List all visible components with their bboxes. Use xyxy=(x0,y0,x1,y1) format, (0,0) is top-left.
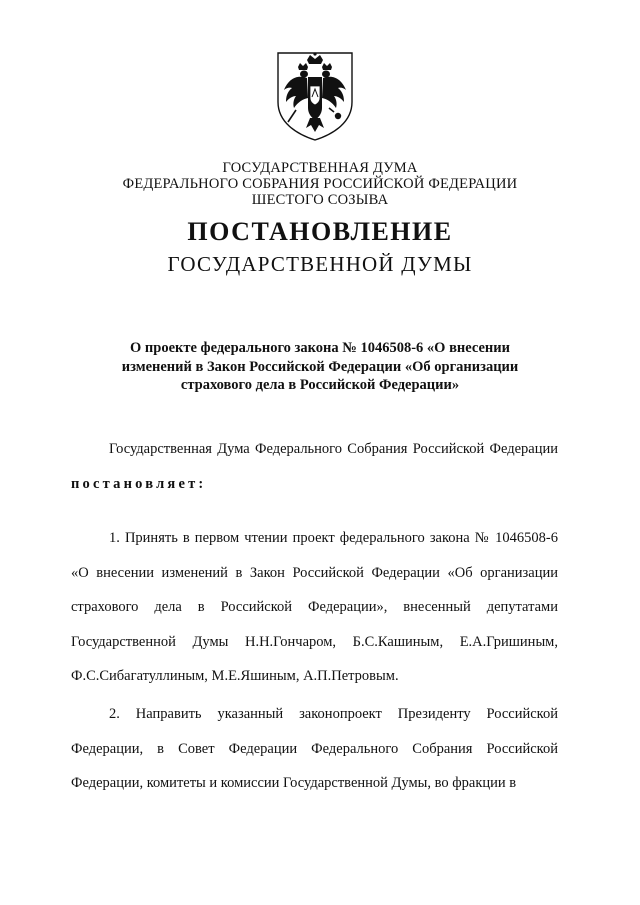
item-2-paragraph: 2. Направить указанный законопроект Президенту Российской Федерации, в Совет Федерации Федерального Собрания Российской Федерации, комитеты и комиссии Государственной Думы, во фракции в xyxy=(71,706,558,791)
document-subject: О проекте федерального закона № 1046508-6 «О внесении изменений в Закон Российской Федерации «Об организации страхового дела в Российской Федерации» xyxy=(121,340,519,393)
header-convocation: ШЕСТОГО СОЗЫВА xyxy=(251,192,389,208)
intro-text: Государственная Дума Федерального Собрания Российской Федерации xyxy=(109,441,558,457)
item-1-paragraph: 1. Принять в первом чтении проект федерального закона № 1046508-6 «О внесении изменений в Закон Российской Федерации «Об организации страхового дела в Российской Федерации», внесенный депутатами Государственной Думы Н.Н.Гончаром, Б.С.Кашиным, Е.А.Гришиным, Ф.С.Сибагатуллиным, М.Е.Яшиным, А.П.Петровым. xyxy=(71,530,558,684)
intro-paragraph xyxy=(71,432,558,501)
document-title: ПОСТАНОВЛЕНИЕ xyxy=(187,217,453,246)
document-subtitle: ГОСУДАРСТВЕННОЙ ДУМЫ xyxy=(167,252,473,276)
resolves-word: постановляет: xyxy=(71,475,207,492)
header-duma: ГОСУДАРСТВЕННАЯ ДУМА xyxy=(222,160,418,176)
russian-coat-of-arms-icon xyxy=(274,50,356,142)
header-federal-assembly: ФЕДЕРАЛЬНОГО СОБРАНИЯ РОССИЙСКОЙ ФЕДЕРАЦИИ xyxy=(122,176,518,192)
